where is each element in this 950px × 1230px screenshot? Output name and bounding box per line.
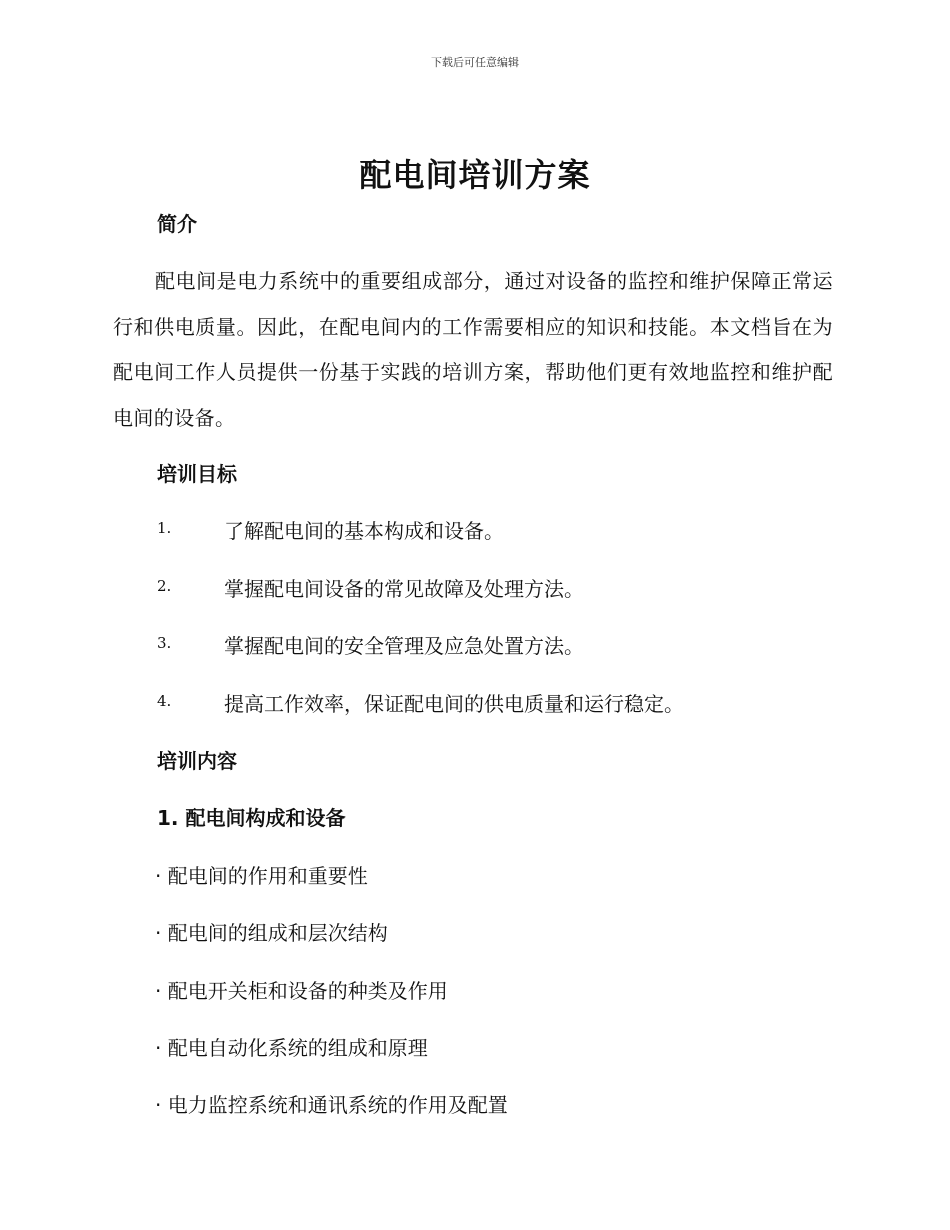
document-title: 配电间培训方案 xyxy=(359,156,591,194)
goals-heading: 培训目标 xyxy=(157,462,237,486)
list-item: · 配电间的组成和层次结构 xyxy=(155,921,388,945)
goal-number: 4. xyxy=(157,692,172,710)
list-item: · 配电自动化系统的组成和原理 xyxy=(155,1036,428,1060)
content-heading: 培训内容 xyxy=(157,749,237,773)
goal-text: 了解配电间的基本构成和设备。 xyxy=(224,519,504,543)
list-item: · 配电间的作用和重要性 xyxy=(155,864,368,888)
goal-text: 提高工作效率，保证配电间的供电质量和运行稳定。 xyxy=(224,692,684,716)
section-1-heading: 1. 配电间构成和设备 xyxy=(157,806,346,830)
goal-number: 2. xyxy=(157,577,172,595)
intro-heading: 简介 xyxy=(157,212,197,236)
page-header-note: 下载后可任意编辑 xyxy=(431,56,519,69)
list-item: · 配电开关柜和设备的种类及作用 xyxy=(155,979,448,1003)
intro-paragraph: 配电间是电力系统中的重要组成部分，通过对设备的监控和维护保障正常运行和供电质量。因此，在配电间内的工作需要相应的知识和技能。本文档旨在为配电间工作人员提供一份基于实践的培训方案，帮助他们更有效地监控和维护配电间的设备。 xyxy=(113,269,833,430)
goal-number: 3. xyxy=(157,634,172,652)
goal-number: 1. xyxy=(157,519,172,537)
goal-text: 掌握配电间设备的常见故障及处理方法。 xyxy=(224,577,584,601)
list-item: · 电力监控系统和通讯系统的作用及配置 xyxy=(155,1093,508,1117)
goal-text: 掌握配电间的安全管理及应急处置方法。 xyxy=(224,634,584,658)
